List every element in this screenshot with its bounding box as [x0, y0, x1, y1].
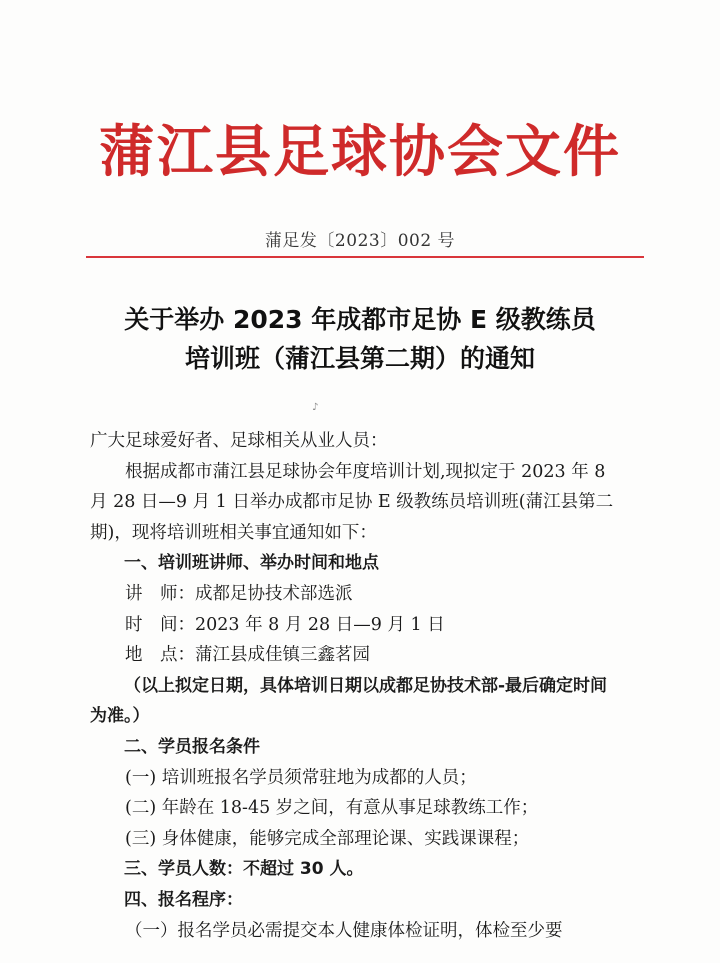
red-divider-line — [86, 256, 644, 258]
document-number: 蒲足发〔2023〕002 号 — [264, 231, 456, 251]
procedure-1: （一）报名学员必需提交本人健康体检证明，体检至少要 — [125, 920, 563, 941]
salutation: 广大足球爱好者、足球相关从业人员： — [90, 431, 388, 451]
section-heading-1: 一、培训班讲师、举办时间和地点 — [124, 553, 379, 574]
condition-1: (一) 培训班报名学员须常驻地为成都的人员； — [125, 767, 477, 788]
notice-title — [0, 300, 720, 378]
location-line: 地 点：蒲江县成佳镇三鑫茗园 — [125, 645, 370, 666]
date-note: （以上拟定日期，具体培训日期以成都足协技术部-最后确定时间为准。） — [90, 675, 608, 727]
stray-ink-mark: ♪ — [312, 402, 319, 413]
notice-title-line-2: 培训班（蒲江县第二期）的通知 — [184, 344, 535, 373]
notice-title-line-1: 关于举办 2023 年成都市足协 E 级教练员 — [124, 305, 596, 334]
section-heading-4: 四、报名程序： — [124, 889, 243, 910]
condition-3: (三) 身体健康，能够完成全部理论课、实践课课程； — [125, 828, 530, 849]
lecturer-line: 讲 师：成都足协技术部选派 — [125, 583, 353, 604]
intro-paragraph: 根据成都市蒲江县足球协会年度培训计划,现拟定于 2023 年 8 月 28 日—9 月 1 日举办成都市足协 E 级教练员培训班(蒲江县第二期)，现将培训班相关事宜通知如下： — [90, 461, 614, 543]
condition-2: (二) 年龄在 18-45 岁之间，有意从事足球教练工作； — [125, 798, 539, 819]
org-masthead-title: 蒲江县足球协会文件 — [99, 119, 621, 185]
notice-body — [90, 426, 618, 946]
time-line: 时 间：2023 年 8 月 28 日—9 月 1 日 — [125, 614, 445, 635]
section-heading-3: 三、学员人数：不超过 30 人。 — [124, 859, 364, 880]
section-heading-2: 二、学员报名条件 — [124, 736, 260, 757]
